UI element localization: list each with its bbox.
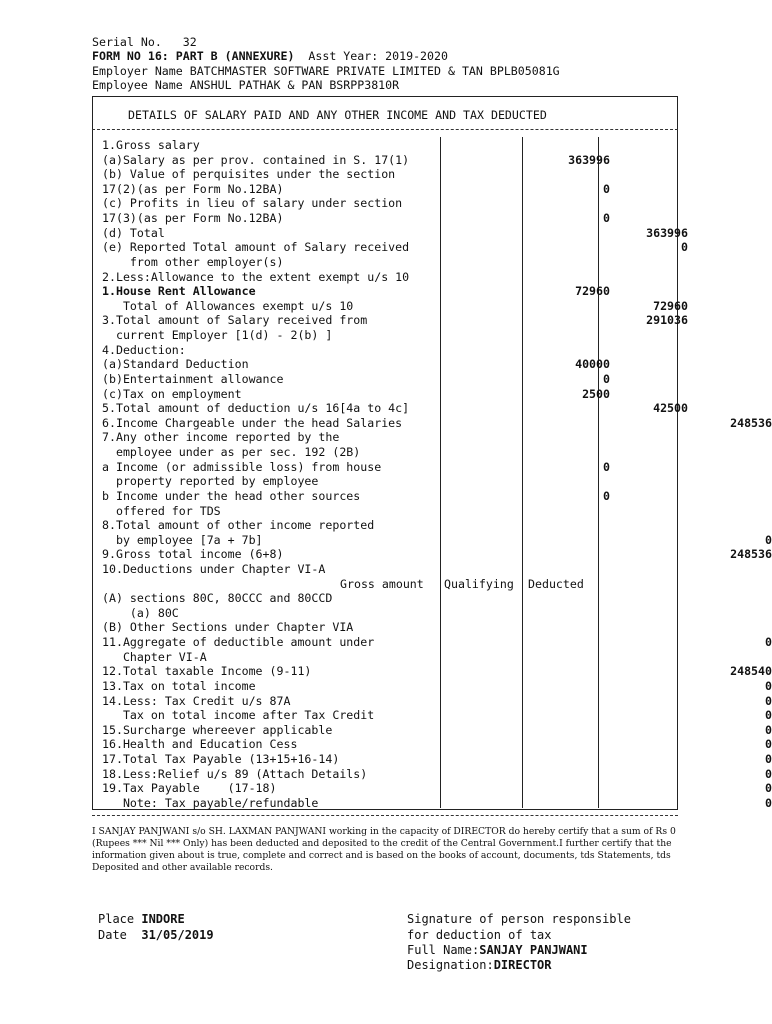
place-label: Place (98, 912, 135, 926)
row-description: 17(2)(as per Form No.12BA) (102, 181, 284, 196)
row-description: (a)Standard Deduction (102, 357, 249, 372)
row-description: (b)Entertainment allowance (102, 371, 284, 386)
row-description: 15.Surcharge whereever applicable (102, 722, 333, 737)
row-description: (d) Total (102, 225, 165, 240)
row-description: 13.Tax on total income (102, 678, 256, 693)
row-amount-c1: 0 (603, 211, 610, 226)
row-amount-c3: 248540 (730, 664, 772, 679)
signature-line-1: Signature of person responsible (407, 912, 631, 926)
table-row (92, 138, 678, 153)
row-description: (B) Other Sections under Chapter VIA (102, 620, 354, 635)
row-description: 18.Less:Relief u/s 89 (Attach Details) (102, 766, 368, 781)
table-row (92, 225, 688, 241)
row-amount-c1: 0 (603, 181, 610, 196)
date-line (98, 928, 214, 942)
table-row (92, 328, 678, 343)
table-row (92, 460, 678, 475)
row-description: 14.Less: Tax Credit u/s 87A (102, 693, 291, 708)
table-row (92, 693, 772, 709)
row-description: Total of Allowances exempt u/s 10 (102, 298, 354, 313)
row-description: 11.Aggregate of deductible amount under (102, 635, 375, 650)
table-row (92, 722, 772, 738)
deducted-header: Deducted (528, 577, 584, 591)
row-description: a Income (or admissible loss) from house (102, 459, 382, 474)
table-row (92, 445, 678, 460)
row-amount-c3: 0 (765, 678, 772, 693)
table-row (92, 284, 678, 299)
row-description: 9.Gross total income (6+8) (102, 547, 284, 562)
table-row (92, 577, 678, 592)
table-row (92, 196, 678, 211)
row-description: 19.Tax Payable (17-18) (102, 781, 277, 796)
table-row (92, 547, 772, 562)
row-amount-c3: 0 (765, 795, 772, 810)
table-row (92, 606, 678, 621)
row-description: 5.Total amount of deduction u/s 16[4a to 4c] (102, 401, 410, 416)
row-description: 8.Total amount of other income reported (102, 518, 375, 533)
row-description: 10.Deductions under Chapter VI-A (102, 561, 326, 576)
serial-number: Serial No. 32 (92, 35, 197, 49)
designation-line (407, 958, 552, 972)
row-amount-c1: 0 (603, 371, 610, 386)
table-row (92, 167, 678, 182)
table-row (92, 591, 678, 606)
employer-name: Employer Name BATCHMASTER SOFTWARE PRIVATE LIMITED & TAN BPLB05081G (92, 64, 560, 78)
table-row (92, 766, 772, 782)
row-amount-c3: 0 (765, 752, 772, 767)
title-divider (92, 129, 678, 130)
table-row (92, 343, 678, 358)
row-description: (b) Value of perquisites under the section (102, 167, 396, 182)
row-description: 1.House Rent Allowance (102, 284, 256, 299)
row-amount-c3: 0 (765, 722, 772, 737)
table-row (92, 752, 772, 767)
row-description: 16.Health and Education Cess (102, 737, 298, 752)
gross-amount-header: Gross amount (340, 577, 424, 591)
table-bottom-rule (92, 815, 678, 816)
table-row (92, 678, 772, 694)
table-row (92, 562, 678, 577)
table-row (92, 650, 678, 665)
row-amount-c3: 248536 (730, 415, 772, 430)
row-description: b Income under the head other sources (102, 488, 361, 503)
table-row (92, 313, 688, 328)
table-row (92, 781, 772, 796)
row-amount-c3: 0 (765, 781, 772, 796)
table-title: DETAILS OF SALARY PAID AND ANY OTHER INCOME AND TAX DEDUCTED (128, 108, 547, 122)
row-amount-c3: 0 (765, 737, 772, 752)
row-description: from other employer(s) (102, 254, 284, 269)
row-amount-c2: 72960 (653, 298, 688, 313)
row-description: Note: Tax payable/refundable (102, 795, 319, 810)
row-amount-c3: 0 (765, 635, 772, 650)
row-amount-c1: 0 (603, 488, 610, 503)
row-description: (e) Reported Total amount of Salary received (102, 240, 410, 255)
table-row (92, 415, 772, 431)
row-description: property reported by employee (102, 474, 319, 489)
place-line (98, 912, 185, 926)
table-row (92, 357, 678, 372)
row-description: (a)Salary as per prov. contained in S. 17(1) (102, 152, 410, 167)
row-amount-c3: 0 (765, 532, 772, 547)
table-row (92, 518, 678, 533)
row-description: 4.Deduction: (102, 342, 186, 357)
row-description: offered for TDS (102, 503, 221, 518)
row-description: 12.Total taxable Income (9-11) (102, 664, 312, 679)
form-title-line (92, 49, 448, 63)
row-amount-c1: 72960 (575, 284, 610, 299)
row-amount-c3: 248536 (730, 547, 772, 562)
full-name-value: SANJAY PANJWANI (479, 943, 588, 957)
row-description: Tax on total income after Tax Credit (102, 708, 375, 723)
table-row (92, 795, 772, 811)
row-amount-c2: 291036 (646, 313, 688, 328)
row-amount-c2: 42500 (653, 401, 688, 416)
table-row (92, 474, 678, 489)
row-description: (a) 80C (102, 605, 179, 620)
row-description: by employee [7a + 7b] (102, 532, 263, 547)
designation-value: DIRECTOR (493, 958, 552, 972)
row-amount-c1: 363996 (568, 152, 610, 167)
row-amount-c2: 363996 (646, 225, 688, 240)
form-title: FORM NO 16: PART B (ANNEXURE) (92, 49, 295, 63)
date-value: 31/05/2019 (141, 928, 214, 942)
row-amount-c1: 2500 (582, 386, 610, 401)
table-row (92, 664, 772, 679)
table-row (92, 372, 678, 387)
row-description: 17(3)(as per Form No.12BA) (102, 211, 284, 226)
table-row (92, 255, 678, 270)
row-amount-c2: 0 (681, 240, 688, 255)
table-row (92, 387, 678, 402)
row-description: 3.Total amount of Salary received from (102, 313, 368, 328)
row-amount-c3: 0 (765, 766, 772, 781)
row-amount-c1: 0 (603, 459, 610, 474)
table-row (92, 708, 772, 723)
row-description: 6.Income Chargeable under the head Salaries (102, 415, 403, 430)
table-row (92, 182, 678, 197)
row-description: employee under as per sec. 192 (2B) (102, 445, 361, 460)
table-row (92, 430, 678, 445)
row-amount-c3: 0 (765, 693, 772, 708)
signature-line-2: for deduction of tax (407, 928, 552, 942)
employee-name: Employee Name ANSHUL PATHAK & PAN BSRPP3810R (92, 78, 400, 92)
qualifying-header: Qualifying (444, 577, 514, 591)
row-amount-c3: 0 (765, 708, 772, 723)
table-row (92, 240, 688, 255)
designation-label: Designation: (407, 958, 494, 972)
table-row (92, 635, 772, 650)
table-row (92, 737, 772, 752)
table-row (92, 504, 678, 519)
row-description: (A) sections 80C, 80CCC and 80CCD (102, 591, 333, 606)
table-row (92, 298, 688, 314)
row-description: current Employer [1(d) - 2(b) ] (102, 328, 333, 343)
table-row (92, 153, 678, 168)
table-row (92, 620, 678, 635)
date-label: Date (98, 928, 127, 942)
row-amount-c1: 40000 (575, 357, 610, 372)
row-description: 7.Any other income reported by the (102, 430, 340, 445)
row-description: 17.Total Tax Payable (13+15+16-14) (102, 752, 340, 767)
place-value: INDORE (141, 912, 185, 926)
table-row (92, 270, 678, 285)
declaration-text: I SANJAY PANJWANI s/o SH. LAXMAN PANJWANI working in the capacity of DIRECTOR do hereby certify that a sum of Rs 0 (Rupees *** Nil *** Only) has been deducted and deposited to the credit of the Central Government.I further certify that the information given about is true, complete and correct and is based on the books of account, documents, tds Statements, tds Deposited and other available records. (92, 826, 676, 873)
table-row (92, 532, 772, 548)
row-description: (c)Tax on employment (102, 386, 242, 401)
table-row (92, 211, 678, 226)
full-name-line (407, 943, 588, 957)
table-row (92, 489, 678, 504)
assessment-year: Asst Year: 2019-2020 (294, 49, 448, 63)
row-description: (c) Profits in lieu of salary under section (102, 196, 403, 211)
full-name-label: Full Name: (407, 943, 480, 957)
row-description: 1.Gross salary (102, 138, 200, 152)
row-description: Chapter VI-A (102, 649, 207, 664)
row-description: 2.Less:Allowance to the extent exempt u/s 10 (102, 269, 410, 284)
table-row (92, 401, 688, 416)
